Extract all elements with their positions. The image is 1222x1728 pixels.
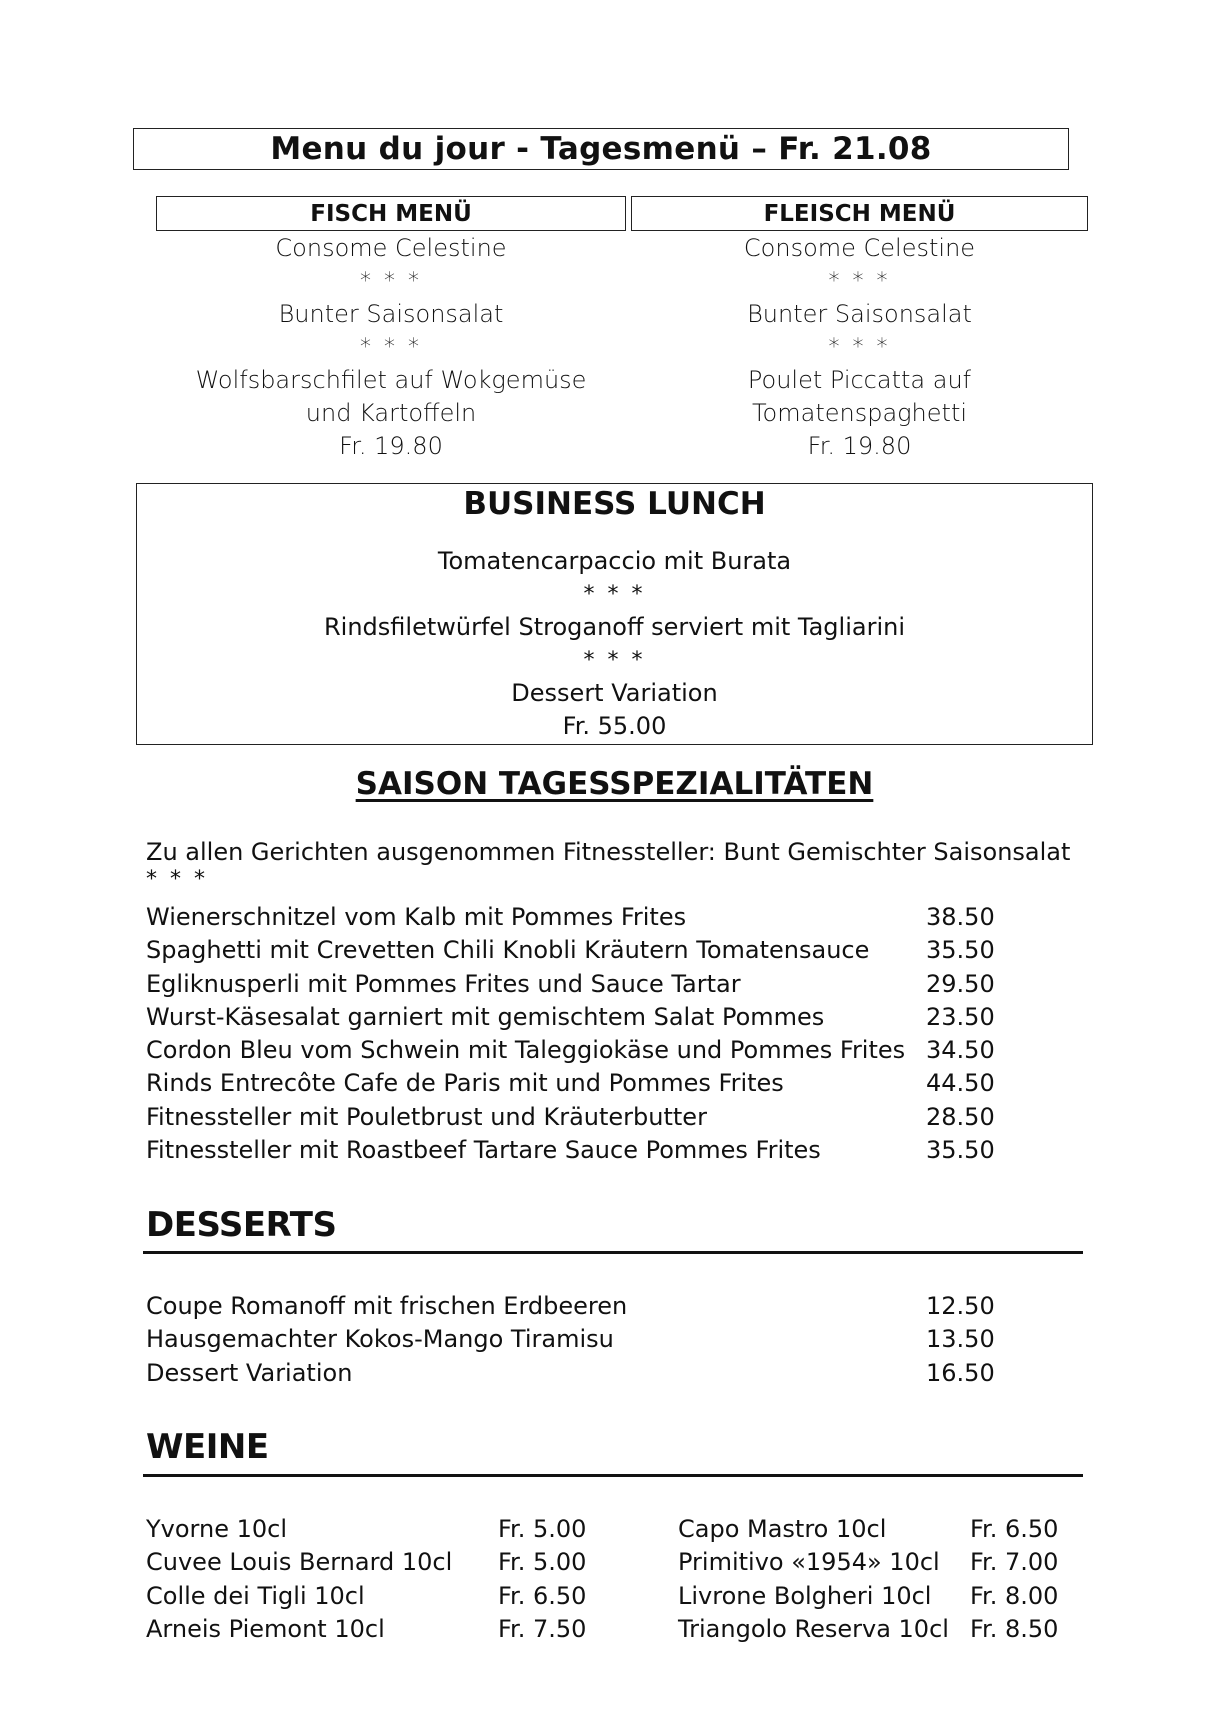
menu-line: Bunter Saisonsalat bbox=[747, 300, 972, 328]
item-price: 12.50 bbox=[926, 1292, 995, 1320]
menu-price: Fr. 19.80 bbox=[807, 432, 912, 460]
wine-name: Capo Mastro 10cl bbox=[678, 1515, 887, 1543]
list-item bbox=[146, 1067, 1026, 1100]
table-row bbox=[146, 1513, 1086, 1546]
item-name: Hausgemachter Kokos-Mango Tiramisu bbox=[146, 1325, 614, 1354]
wine-name: Primitivo «1954» 10cl bbox=[678, 1548, 940, 1577]
separator-stars: * * * bbox=[360, 335, 422, 360]
saison-list bbox=[146, 901, 1026, 1167]
wine-price: Fr. 5.00 bbox=[498, 1515, 587, 1543]
saison-note-text: Zu allen Gerichten ausgenommen Fitnessteller: Bunt Gemischter Saisonsalat bbox=[146, 838, 1071, 866]
saison-note bbox=[146, 836, 1106, 891]
wine-price: Fr. 8.50 bbox=[970, 1614, 1059, 1643]
wine-price: Fr. 7.50 bbox=[498, 1614, 587, 1643]
item-name: Dessert Variation bbox=[146, 1358, 353, 1387]
item-price: 38.50 bbox=[926, 903, 995, 931]
menu-line: Poulet Piccatta auf bbox=[747, 366, 972, 394]
item-name: Wienerschnitzel vom Kalb mit Pommes Frites bbox=[146, 903, 687, 931]
separator-stars: * * * bbox=[146, 867, 208, 892]
wine-name: Triangolo Reserva 10cl bbox=[678, 1614, 949, 1643]
wine-name: Cuvee Louis Bernard 10cl bbox=[146, 1548, 453, 1577]
desserts-divider bbox=[143, 1251, 1083, 1254]
wine-price: Fr. 7.00 bbox=[970, 1548, 1059, 1577]
wine-price: Fr. 6.50 bbox=[498, 1581, 587, 1610]
separator-stars: * * * bbox=[828, 335, 891, 360]
saison-title: SAISON TAGESSPEZIALITÄTEN bbox=[355, 766, 874, 802]
separator-stars: * * * bbox=[583, 582, 646, 607]
fleisch-menu-heading bbox=[631, 196, 1088, 231]
item-name: Wurst-Käsesalat garniert mit gemischtem Salat Pommes bbox=[146, 1002, 825, 1031]
item-name: Spaghetti mit Crevetten Chili Knobli Kräutern Tomatensauce bbox=[146, 936, 870, 965]
menu-line: und Kartoffeln bbox=[305, 399, 477, 427]
wine-price: Fr. 5.00 bbox=[498, 1548, 587, 1577]
table-row bbox=[146, 1546, 1086, 1579]
menu-price: Fr. 19.80 bbox=[339, 432, 443, 460]
list-item bbox=[146, 901, 1026, 934]
fleisch-menu bbox=[631, 232, 1088, 463]
weine-list bbox=[146, 1513, 1086, 1646]
page-title bbox=[133, 128, 1069, 170]
weine-title: WEINE bbox=[146, 1427, 269, 1467]
menu-line: Consome Celestine bbox=[275, 234, 507, 262]
item-price: 13.50 bbox=[926, 1325, 995, 1354]
wine-name: Livrone Bolgheri 10cl bbox=[678, 1581, 932, 1610]
item-price: 35.50 bbox=[926, 936, 995, 965]
list-item bbox=[146, 934, 1026, 967]
menu-price: Fr. 55.00 bbox=[562, 712, 667, 740]
menu-line: Tomatenspaghetti bbox=[751, 399, 968, 427]
list-item bbox=[146, 1034, 1026, 1067]
separator-stars: * * * bbox=[583, 648, 646, 673]
menu-line: Rindsfiletwürfel Stroganoff serviert mit Tagliarini bbox=[324, 613, 905, 641]
fisch-menu bbox=[156, 232, 626, 463]
item-price: 16.50 bbox=[926, 1358, 995, 1387]
item-name: Egliknusperli mit Pommes Frites und Sauce Tartar bbox=[146, 969, 741, 998]
page-title-text: Menu du jour - Tagesmenü – Fr. 21.08 bbox=[270, 131, 932, 167]
list-item bbox=[146, 1134, 1026, 1167]
item-name: Fitnessteller mit Roastbeef Tartare Sauce Pommes Frites bbox=[146, 1136, 821, 1165]
item-name: Coupe Romanoff mit frischen Erdbeeren bbox=[146, 1292, 628, 1320]
item-price: 35.50 bbox=[926, 1136, 995, 1165]
item-name: Fitnessteller mit Pouletbrust und Kräuterbutter bbox=[146, 1102, 707, 1131]
menu-line: Wolfsbarschfilet auf Wokgemüse bbox=[195, 366, 587, 394]
menu-line: Tomatencarpaccio mit Burata bbox=[437, 547, 792, 575]
separator-stars: * * * bbox=[360, 269, 422, 294]
fisch-menu-heading bbox=[156, 196, 626, 231]
business-lunch-title: BUSINESS LUNCH bbox=[463, 486, 766, 522]
weine-divider bbox=[143, 1474, 1083, 1477]
wine-name: Colle dei Tigli 10cl bbox=[146, 1581, 365, 1610]
item-price: 44.50 bbox=[926, 1069, 995, 1098]
desserts-title: DESSERTS bbox=[146, 1205, 337, 1245]
item-price: 34.50 bbox=[926, 1036, 995, 1065]
list-item bbox=[146, 1101, 1026, 1134]
business-lunch-body bbox=[136, 545, 1093, 743]
item-price: 28.50 bbox=[926, 1102, 995, 1131]
wine-price: Fr. 6.50 bbox=[970, 1515, 1059, 1543]
table-row bbox=[146, 1580, 1086, 1613]
fleisch-menu-heading-text: FLEISCH MENÜ bbox=[763, 200, 956, 227]
table-row bbox=[146, 1613, 1086, 1646]
wine-name: Arneis Piemont 10cl bbox=[146, 1614, 385, 1643]
list-item bbox=[146, 1290, 1026, 1323]
separator-stars: * * * bbox=[828, 269, 891, 294]
wine-price: Fr. 8.00 bbox=[970, 1581, 1059, 1610]
menu-line: Consome Celestine bbox=[743, 234, 976, 262]
item-price: 23.50 bbox=[926, 1002, 995, 1031]
list-item bbox=[146, 968, 1026, 1001]
item-price: 29.50 bbox=[926, 969, 995, 998]
list-item bbox=[146, 1323, 1026, 1356]
fisch-menu-heading-text: FISCH MENÜ bbox=[310, 200, 472, 227]
list-item bbox=[146, 1357, 1026, 1390]
item-name: Cordon Bleu vom Schwein mit Taleggiokäse und Pommes Frites bbox=[146, 1036, 906, 1065]
wine-name: Yvorne 10cl bbox=[146, 1515, 287, 1543]
menu-line: Dessert Variation bbox=[511, 679, 718, 707]
menu-line: Bunter Saisonsalat bbox=[278, 300, 504, 328]
item-name: Rinds Entrecôte Cafe de Paris mit und Pommes Frites bbox=[146, 1069, 784, 1098]
list-item bbox=[146, 1001, 1026, 1034]
desserts-list bbox=[146, 1290, 1026, 1390]
